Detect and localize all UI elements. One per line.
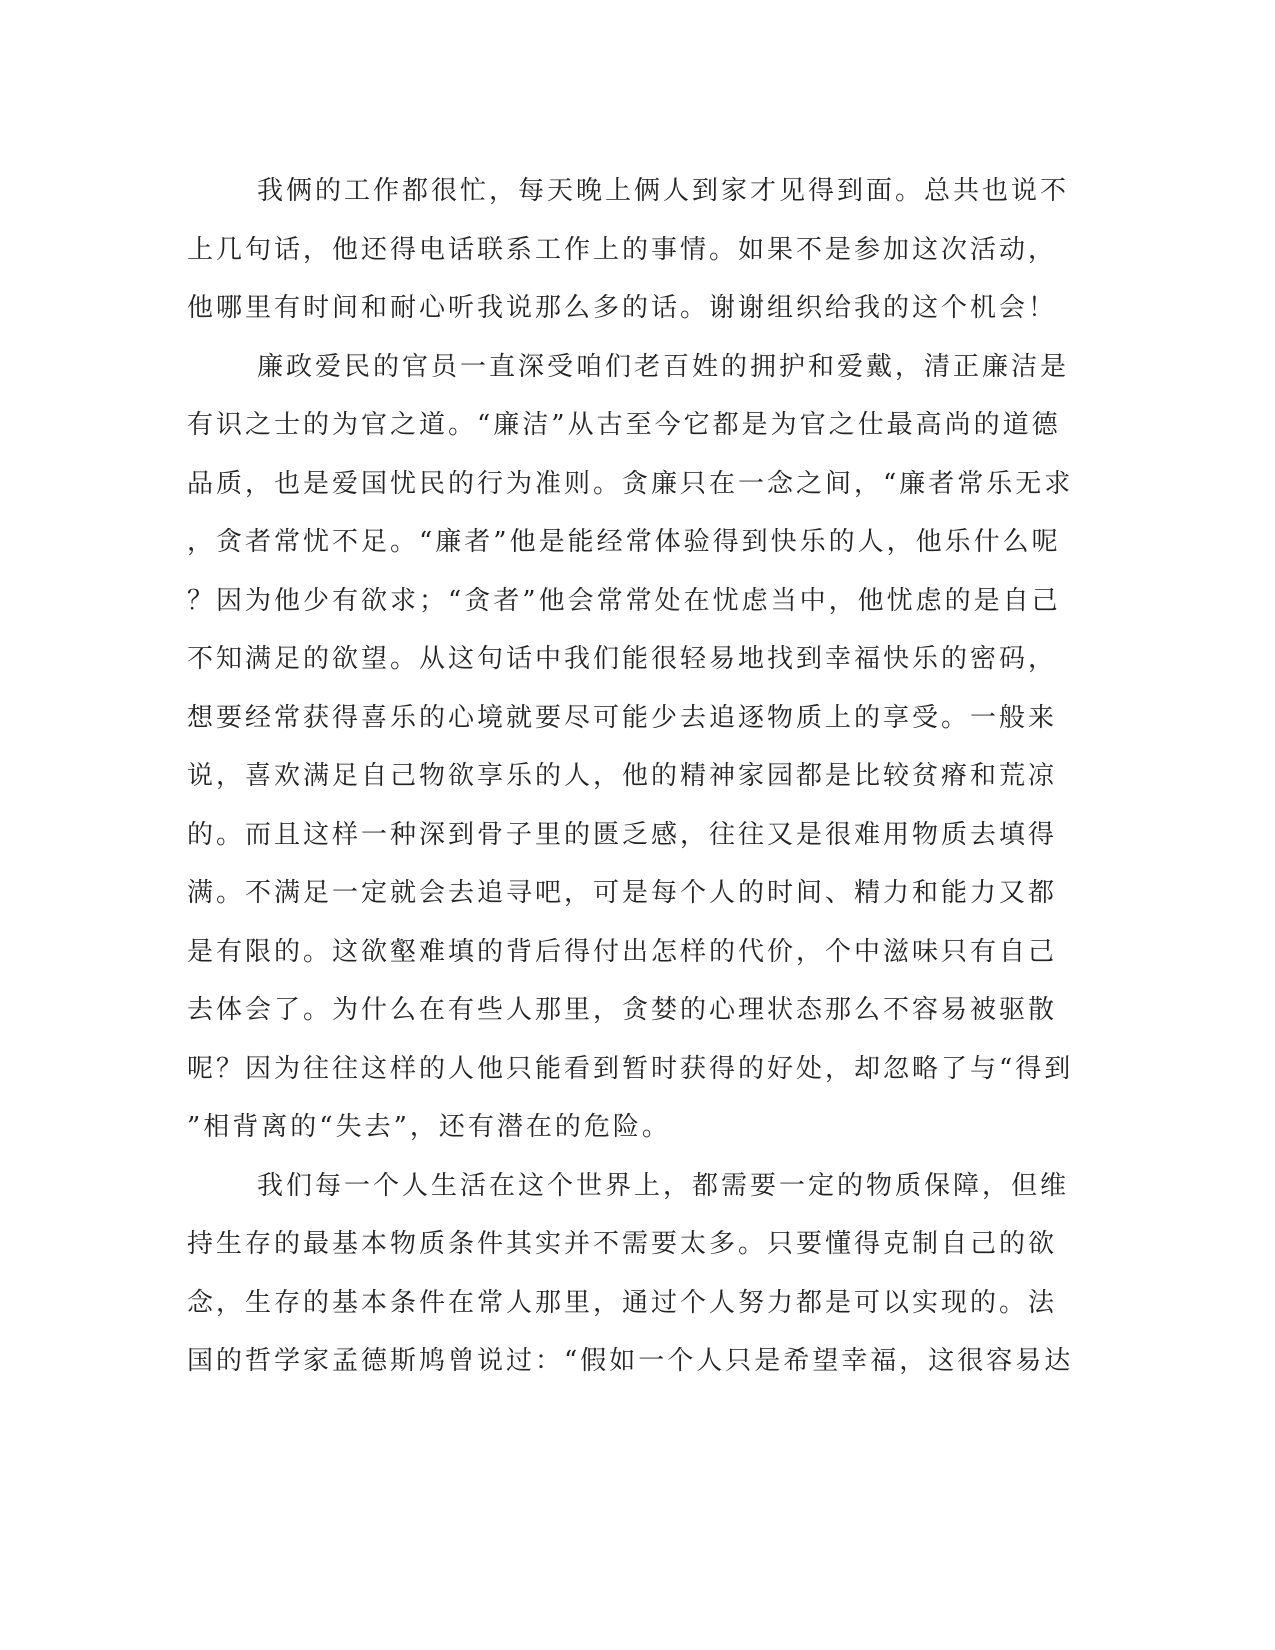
text-line: 满。不满足一定就会去追寻吧，可是每个人的时间、精力和能力又都 [187, 878, 1058, 908]
text-line: 是有限的。这欲壑难填的背后得付出怎样的代价，个中滋味只有自己 [187, 936, 1058, 967]
text-line: 不知满足的欲望。从这句话中我们能很轻易地找到幸福快乐的密码， [187, 644, 1058, 674]
text-line: 品质，也是爱国忧民的行为准则。贪廉只在一念之间，“廉者常乐无求 [187, 468, 1074, 499]
paragraph-2 [187, 338, 1074, 1157]
text-line: 国的哲学家孟德斯鸠曾说过：“假如一个人只是希望幸福，这很容易达 [187, 1346, 1074, 1376]
text-line: 呢？因为往往这样的人他只能看到暂时获得的好处，却忽略了与“得到 [187, 1053, 1074, 1084]
text-line: 上几句话，他还得电话联系工作上的事情。如果不是参加这次活动， [187, 234, 1058, 265]
text-line: 有识之士的为官之道。“廉洁”从古至今它都是为官之仕最高尚的道德 [187, 410, 1061, 440]
text-line: 他哪里有时间和耐心听我说那么多的话。谢谢组织给我的这个机会！ [187, 293, 1058, 323]
text-line: 我们每一个人生活在这个世界上，都需要一定的物质保障，但维 [257, 1170, 1070, 1201]
text-line: 的。而且这样一种深到骨子里的匮乏感，往往又是很难用物质去填得 [187, 819, 1058, 850]
text-line: ”相背离的“失去”，还有潜在的危险。 [187, 1112, 671, 1142]
text-line: 去体会了。为什么在有些人那里，贪婪的心理状态那么不容易被驱散 [187, 995, 1058, 1025]
paragraph-1 [187, 162, 1070, 338]
text-line: ？因为他少有欲求；“贪者”他会常常处在忧虑当中，他忧虑的是自己 [187, 585, 1061, 616]
paragraph-3 [187, 1157, 1074, 1391]
text-line: ，贪者常忧不足。“廉者”他是能经常体验得到快乐的人，他乐什么呢 [187, 527, 1061, 557]
text-line: 念，生存的基本条件在常人那里，通过个人努力都是可以实现的。法 [187, 1287, 1058, 1318]
text-line: 我俩的工作都很忙，每天晚上俩人到家才见得到面。总共也说不 [257, 176, 1070, 206]
text-line: 持生存的最基本物质条件其实并不需要太多。只要懂得克制自己的欲 [187, 1229, 1058, 1259]
body-text [187, 162, 1074, 1391]
text-line: 说，喜欢满足自己物欲享乐的人，他的精神家园都是比较贫瘠和荒凉 [187, 761, 1058, 791]
text-line: 想要经常获得喜乐的心境就要尽可能少去追逐物质上的享受。一般来 [187, 702, 1058, 733]
text-line: 廉政爱民的官员一直深受咱们老百姓的拥护和爱戴，清正廉洁是 [257, 351, 1070, 382]
